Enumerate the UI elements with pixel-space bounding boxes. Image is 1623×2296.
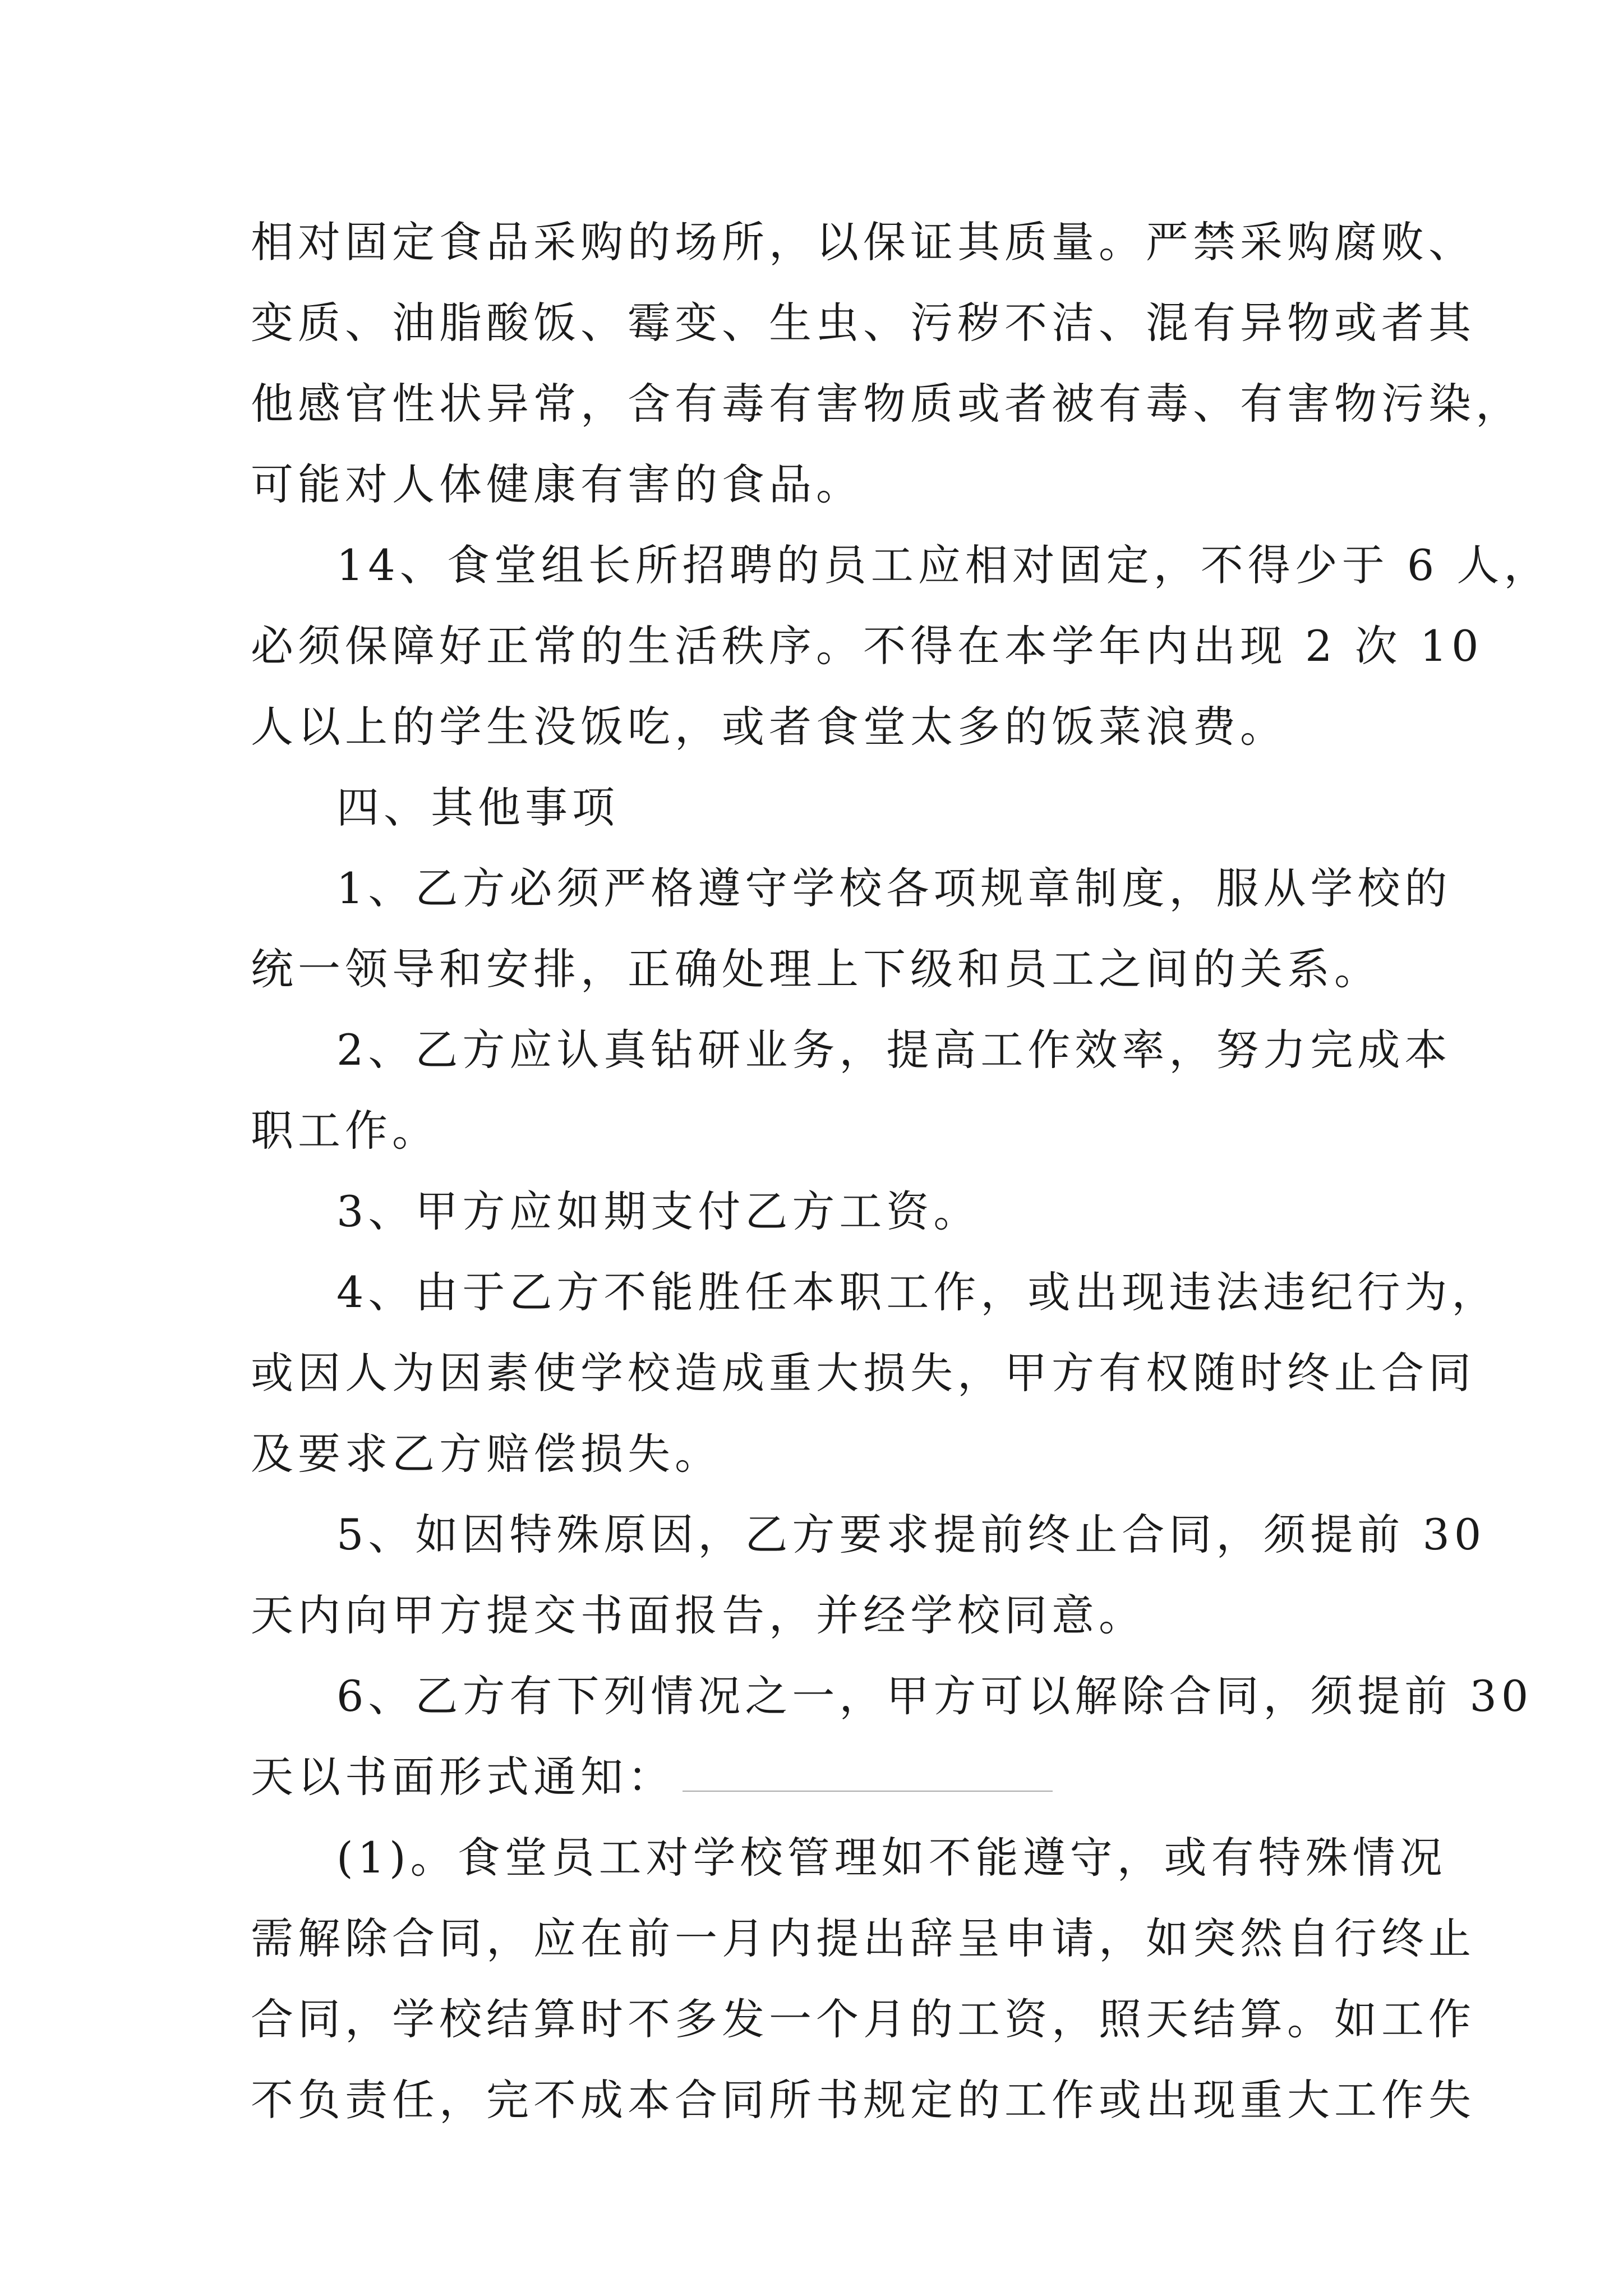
text-line: 及要求乙方赔偿损失。: [251, 1429, 722, 1479]
text-line: 5、如因特殊原因，乙方要求提前终止合同，须提前 30: [336, 1510, 1486, 1559]
text-line: 14、食堂组长所招聘的员工应相对固定，不得少于 6 人，: [336, 540, 1551, 590]
text-line: 或因人为因素使学校造成重大损失，甲方有权随时终止合同: [251, 1348, 1476, 1398]
text-line: (1)。食堂员工对学校管理如不能遵守，或有特殊情况: [336, 1833, 1447, 1883]
text-line-with-blank: [251, 1752, 1400, 1802]
text-line: 6、乙方有下列情况之一，甲方可以解除合同，须提前 30: [336, 1671, 1533, 1721]
text-line: 不负责任，完不成本合同所书规定的工作或出现重大工作失: [251, 2075, 1476, 2125]
text-line: 需解除合同，应在前一月内提出辞呈申请，如突然自行终止: [251, 1913, 1476, 1963]
section-heading: 四、其他事项: [336, 783, 619, 832]
text-line: 相对固定食品采购的场所，以保证其质量。严禁采购腐败、: [251, 217, 1476, 267]
text-line: 他感官性状异常，含有毒有害物质或者被有毒、有害物污染，: [251, 379, 1523, 429]
text-line: 天内向甲方提交书面报告，并经学校同意。: [251, 1590, 1146, 1640]
notice-label: 天以书面形式通知：: [251, 1752, 675, 1802]
text-line: 必须保障好正常的生活秩序。不得在本学年内出现 2 次 10: [251, 621, 1483, 671]
text-line: 人以上的学生没饭吃，或者食堂太多的饭菜浪费。: [251, 702, 1287, 752]
text-line: 2、乙方应认真钻研业务，提高工作效率，努力完成本: [336, 1025, 1452, 1075]
text-line: 职工作。: [251, 1106, 439, 1156]
text-line: 3、甲方应如期支付乙方工资。: [336, 1186, 981, 1236]
fill-in-blank: [683, 1789, 1053, 1792]
text-line: 变质、油脂酸饭、霉变、生虫、污秽不洁、混有异物或者其: [251, 298, 1476, 348]
text-line: 1、乙方必须严格遵守学校各项规章制度，服从学校的: [336, 863, 1452, 913]
text-line: 合同，学校结算时不多发一个月的工资，照天结算。如工作: [251, 1994, 1476, 2044]
text-line: 可能对人体健康有害的食品。: [251, 459, 863, 509]
text-line: 统一领导和安排，正确处理上下级和员工之间的关系。: [251, 944, 1381, 994]
text-line: 4、由于乙方不能胜任本职工作，或出现违法违纪行为，: [336, 1267, 1499, 1317]
